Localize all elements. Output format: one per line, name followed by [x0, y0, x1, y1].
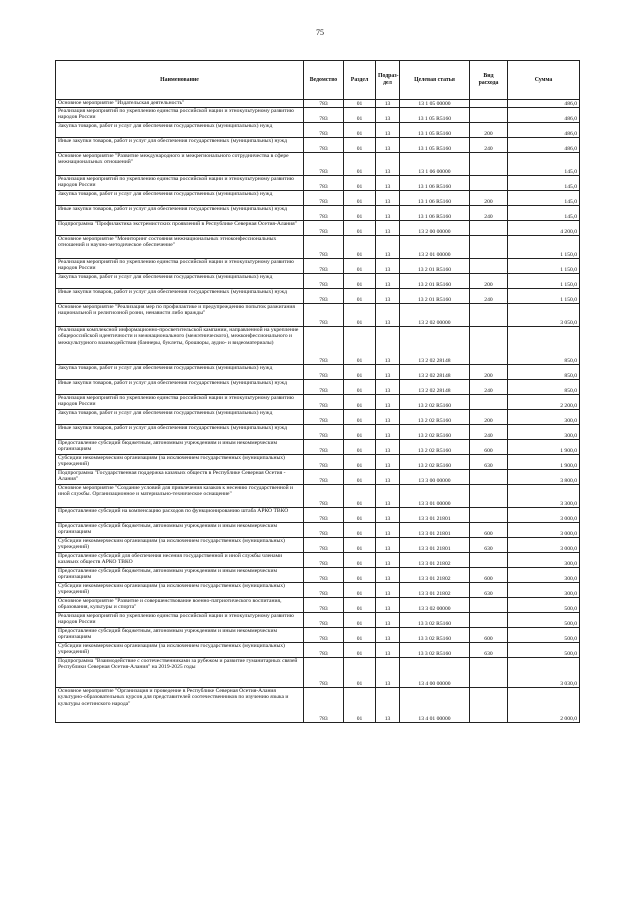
cell-department: 783: [304, 523, 344, 538]
cell-expense-type: 630: [470, 643, 508, 658]
cell-expense-type: 200: [470, 274, 508, 289]
cell-name: Субсидии некоммерческим организациям (за исключением государственных (муниципальных) учреждений): [56, 455, 304, 470]
table-row: [56, 274, 580, 289]
cell-section: 01: [344, 628, 376, 643]
table-row: [56, 259, 580, 274]
cell-subsection: 13: [376, 108, 400, 123]
cell-amount: 850,0: [508, 327, 580, 365]
header-name: Наименование: [56, 61, 304, 100]
cell-target: 13 2 02 00000: [400, 304, 470, 327]
cell-subsection: 13: [376, 470, 400, 485]
cell-subsection: 13: [376, 598, 400, 613]
cell-section: 01: [344, 583, 376, 598]
cell-department: 783: [304, 470, 344, 485]
cell-department: 783: [304, 508, 344, 523]
cell-subsection: 13: [376, 123, 400, 138]
cell-subsection: 13: [376, 523, 400, 538]
cell-section: 01: [344, 380, 376, 395]
cell-target: 13 2 01 R5160: [400, 274, 470, 289]
cell-expense-type: 200: [470, 410, 508, 425]
table-row: [56, 470, 580, 485]
cell-name: Основное мероприятие "Создание условий для привлечения казаков к несению государственной и иной службы. Организационное и материально-техническое оснащение": [56, 485, 304, 508]
cell-department: 783: [304, 613, 344, 628]
table-row: [56, 455, 580, 470]
table-row: [56, 523, 580, 538]
cell-amount: 500,0: [508, 628, 580, 643]
header-amount: Сумма: [508, 61, 580, 100]
cell-expense-type: 600: [470, 440, 508, 455]
cell-amount: 1 150,0: [508, 236, 580, 259]
cell-subsection: 13: [376, 191, 400, 206]
cell-name: Реализация мероприятий по укреплению единства российской нации и этнокультурному развитию народов России: [56, 395, 304, 410]
table-row: [56, 365, 580, 380]
cell-amount: 850,0: [508, 380, 580, 395]
table-row: [56, 613, 580, 628]
cell-amount: 300,0: [508, 553, 580, 568]
cell-target: 13 3 01 00000: [400, 485, 470, 508]
cell-department: 783: [304, 538, 344, 553]
cell-subsection: 13: [376, 274, 400, 289]
cell-name: Закупка товаров, работ и услуг для обеспечения государственных (муниципальных) нужд: [56, 123, 304, 138]
cell-amount: 1 150,0: [508, 289, 580, 304]
cell-target: 13 2 02 R5160: [400, 440, 470, 455]
cell-subsection: 13: [376, 410, 400, 425]
cell-amount: 1 900,0: [508, 440, 580, 455]
cell-name: Закупка товаров, работ и услуг для обеспечения государственных (муниципальных) нужд: [56, 274, 304, 289]
cell-subsection: 13: [376, 380, 400, 395]
table-row: [56, 425, 580, 440]
cell-amount: 3 000,0: [508, 538, 580, 553]
cell-department: 783: [304, 643, 344, 658]
cell-name: Реализация мероприятий по укреплению единства российской нации и этнокультурному развитию народов России: [56, 108, 304, 123]
cell-name: Предоставление субсидий бюджетным, автономным учреждениям и иным некоммерческим организациям: [56, 628, 304, 643]
cell-section: 01: [344, 100, 376, 108]
cell-target: 13 1 05 R5160: [400, 123, 470, 138]
table-row: [56, 598, 580, 613]
cell-section: 01: [344, 658, 376, 688]
cell-expense-type: 240: [470, 425, 508, 440]
cell-section: 01: [344, 643, 376, 658]
cell-section: 01: [344, 613, 376, 628]
cell-expense-type: [470, 108, 508, 123]
cell-subsection: 13: [376, 100, 400, 108]
cell-name: Основное мероприятие "Мониторинг состояния межнациональных этноконфессиональных отношений и научно-методическое обеспечение": [56, 236, 304, 259]
table-row: [56, 289, 580, 304]
cell-department: 783: [304, 583, 344, 598]
cell-target: 13 3 01 21802: [400, 553, 470, 568]
cell-target: 13 1 05 R5160: [400, 108, 470, 123]
cell-section: 01: [344, 538, 376, 553]
cell-subsection: 13: [376, 221, 400, 236]
cell-amount: 3 800,0: [508, 470, 580, 485]
table-row: [56, 191, 580, 206]
cell-subsection: 13: [376, 304, 400, 327]
cell-target: 13 2 02 28148: [400, 365, 470, 380]
cell-expense-type: [470, 658, 508, 688]
page-number: 75: [316, 28, 324, 37]
header-subsection: Подраз- дел: [376, 61, 400, 100]
cell-target: 13 1 05 R5160: [400, 138, 470, 153]
cell-department: 783: [304, 455, 344, 470]
cell-section: 01: [344, 327, 376, 365]
cell-amount: 145,0: [508, 176, 580, 191]
cell-section: 01: [344, 523, 376, 538]
cell-amount: 300,0: [508, 568, 580, 583]
cell-subsection: 13: [376, 553, 400, 568]
cell-name: Иные закупки товаров, работ и услуг для обеспечения государственных (муниципальных) нужд: [56, 425, 304, 440]
cell-amount: 145,0: [508, 153, 580, 176]
table-row: [56, 138, 580, 153]
cell-section: 01: [344, 153, 376, 176]
cell-section: 01: [344, 138, 376, 153]
cell-amount: 1 900,0: [508, 455, 580, 470]
cell-amount: 145,0: [508, 206, 580, 221]
table-row: [56, 221, 580, 236]
cell-section: 01: [344, 236, 376, 259]
table-row: [56, 123, 580, 138]
table-row: [56, 304, 580, 327]
cell-subsection: 13: [376, 395, 400, 410]
cell-amount: 500,0: [508, 598, 580, 613]
cell-department: 783: [304, 259, 344, 274]
cell-department: 783: [304, 153, 344, 176]
cell-expense-type: [470, 613, 508, 628]
cell-amount: 145,0: [508, 191, 580, 206]
cell-subsection: 13: [376, 176, 400, 191]
cell-department: 783: [304, 365, 344, 380]
table-row: [56, 440, 580, 455]
cell-department: 783: [304, 425, 344, 440]
cell-department: 783: [304, 395, 344, 410]
header-target: Целевая статья: [400, 61, 470, 100]
cell-section: 01: [344, 470, 376, 485]
header-expense-type: Вид расхода: [470, 61, 508, 100]
cell-department: 783: [304, 658, 344, 688]
table-row: [56, 108, 580, 123]
cell-section: 01: [344, 191, 376, 206]
cell-department: 783: [304, 206, 344, 221]
cell-expense-type: [470, 259, 508, 274]
cell-amount: 3 300,0: [508, 485, 580, 508]
cell-name: Закупка товаров, работ и услуг для обеспечения государственных (муниципальных) нужд: [56, 410, 304, 425]
table-row: [56, 538, 580, 553]
cell-subsection: 13: [376, 658, 400, 688]
cell-name: Основное мероприятие "Организация и проведение в Республике Северная Осетия-Алания культурно-образовательных курсов для представителей соотечественников по изучению языка и культуры осетинского народа": [56, 688, 304, 723]
table-row: [56, 658, 580, 688]
cell-section: 01: [344, 598, 376, 613]
cell-expense-type: 240: [470, 289, 508, 304]
cell-target: 13 2 01 R5160: [400, 259, 470, 274]
cell-target: 13 1 06 R5160: [400, 176, 470, 191]
cell-subsection: 13: [376, 508, 400, 523]
cell-expense-type: [470, 598, 508, 613]
cell-department: 783: [304, 553, 344, 568]
cell-name: Иные закупки товаров, работ и услуг для обеспечения государственных (муниципальных) нужд: [56, 138, 304, 153]
cell-subsection: 13: [376, 153, 400, 176]
table-row: [56, 688, 580, 723]
cell-section: 01: [344, 123, 376, 138]
cell-name: Иные закупки товаров, работ и услуг для обеспечения государственных (муниципальных) нужд: [56, 380, 304, 395]
table-row: [56, 410, 580, 425]
table-row: [56, 485, 580, 508]
cell-target: 13 3 02 R5160: [400, 613, 470, 628]
cell-section: 01: [344, 176, 376, 191]
cell-name: Предоставление субсидий бюджетным, автономным учреждениям и иным некоммерческим организациям: [56, 523, 304, 538]
cell-name: Реализация мероприятий по укреплению единства российской нации и этнокультурному развитию народов России: [56, 259, 304, 274]
cell-target: 13 3 01 21802: [400, 568, 470, 583]
cell-name: Закупка товаров, работ и услуг для обеспечения государственных (муниципальных) нужд: [56, 191, 304, 206]
cell-expense-type: 240: [470, 138, 508, 153]
cell-amount: 2 200,0: [508, 395, 580, 410]
cell-subsection: 13: [376, 485, 400, 508]
cell-expense-type: [470, 221, 508, 236]
table-header-row: [56, 61, 580, 100]
cell-expense-type: [470, 100, 508, 108]
cell-department: 783: [304, 628, 344, 643]
cell-amount: 3 000,0: [508, 508, 580, 523]
cell-section: 01: [344, 553, 376, 568]
cell-amount: 1 150,0: [508, 274, 580, 289]
cell-name: Субсидии некоммерческим организациям (за исключением государственных (муниципальных) учреждений): [56, 538, 304, 553]
cell-subsection: 13: [376, 365, 400, 380]
table-row: [56, 236, 580, 259]
cell-section: 01: [344, 221, 376, 236]
cell-department: 783: [304, 108, 344, 123]
cell-expense-type: [470, 688, 508, 723]
cell-amount: 486,0: [508, 138, 580, 153]
cell-section: 01: [344, 485, 376, 508]
header-department: Ведомство: [304, 61, 344, 100]
cell-name: Основное мероприятие "Издательская деятельность": [56, 100, 304, 108]
cell-name: Основное мероприятие "Реализация мер по профилактике и предупреждению попыток разжигания национальной и религиозной розни, ненависти либо вражды": [56, 304, 304, 327]
cell-target: 13 2 02 R5160: [400, 425, 470, 440]
cell-amount: 3 050,0: [508, 304, 580, 327]
table-row: [56, 380, 580, 395]
cell-name: Иные закупки товаров, работ и услуг для обеспечения государственных (муниципальных) нужд: [56, 206, 304, 221]
cell-section: 01: [344, 365, 376, 380]
cell-amount: 300,0: [508, 410, 580, 425]
cell-amount: 500,0: [508, 613, 580, 628]
cell-department: 783: [304, 100, 344, 108]
cell-department: 783: [304, 138, 344, 153]
cell-target: 13 2 02 28148: [400, 327, 470, 365]
cell-name: Субсидии некоммерческим организациям (за исключением государственных (муниципальных) учреждений): [56, 583, 304, 598]
cell-subsection: 13: [376, 236, 400, 259]
table-row: [56, 153, 580, 176]
cell-target: 13 3 01 21801: [400, 508, 470, 523]
cell-section: 01: [344, 206, 376, 221]
cell-target: 13 3 02 00000: [400, 598, 470, 613]
cell-expense-type: 240: [470, 206, 508, 221]
cell-amount: 500,0: [508, 643, 580, 658]
cell-expense-type: 630: [470, 455, 508, 470]
cell-amount: 2 000,0: [508, 688, 580, 723]
cell-name: Реализация комплексной информационно-просветительской кампании, направленной на укрепление общероссийской идентичности и межнационального (межэтнического), межконфессионального и межкультурного взаимодействия (баннеры, буклеты, брошюры, аудио- и видеоматериалы): [56, 327, 304, 365]
cell-section: 01: [344, 425, 376, 440]
cell-target: 13 3 01 21801: [400, 523, 470, 538]
cell-name: Предоставление субсидий на компенсацию расходов по функционированию штаба АРКО ТВКО: [56, 508, 304, 523]
cell-amount: 3 000,0: [508, 523, 580, 538]
table-row: [56, 100, 580, 108]
cell-department: 783: [304, 176, 344, 191]
table-row: [56, 643, 580, 658]
cell-subsection: 13: [376, 259, 400, 274]
table-row: [56, 206, 580, 221]
cell-department: 783: [304, 191, 344, 206]
cell-expense-type: [470, 395, 508, 410]
cell-subsection: 13: [376, 455, 400, 470]
cell-amount: 4 200,0: [508, 221, 580, 236]
cell-department: 783: [304, 327, 344, 365]
cell-section: 01: [344, 440, 376, 455]
cell-subsection: 13: [376, 583, 400, 598]
cell-department: 783: [304, 236, 344, 259]
cell-expense-type: 630: [470, 538, 508, 553]
cell-name: Реализация мероприятий по укреплению единства российской нации и этнокультурному развитию народов России: [56, 613, 304, 628]
cell-expense-type: [470, 485, 508, 508]
cell-department: 783: [304, 410, 344, 425]
cell-section: 01: [344, 108, 376, 123]
budget-table: [55, 60, 580, 723]
cell-amount: 3 030,0: [508, 658, 580, 688]
cell-section: 01: [344, 455, 376, 470]
cell-expense-type: 630: [470, 583, 508, 598]
cell-target: 13 3 01 21801: [400, 538, 470, 553]
cell-expense-type: 200: [470, 123, 508, 138]
cell-section: 01: [344, 259, 376, 274]
cell-target: 13 2 01 00000: [400, 236, 470, 259]
cell-expense-type: [470, 508, 508, 523]
table-row: [56, 553, 580, 568]
cell-department: 783: [304, 598, 344, 613]
cell-amount: 486,0: [508, 108, 580, 123]
cell-department: 783: [304, 123, 344, 138]
cell-section: 01: [344, 410, 376, 425]
cell-amount: 300,0: [508, 583, 580, 598]
header-section: Раздел: [344, 61, 376, 100]
cell-subsection: 13: [376, 538, 400, 553]
table-row: [56, 508, 580, 523]
cell-department: 783: [304, 568, 344, 583]
cell-name: Подпрограмма "Государственная поддержка казачьих обществ в Республике Северная Осетия - Алания": [56, 470, 304, 485]
cell-name: Подпрограмма "Взаимодействие с соотечественниками за рубежом и развитие гуманитарных связей Республики Северная Осетия-Алания" на 2019-2025 годы: [56, 658, 304, 688]
cell-expense-type: [470, 327, 508, 365]
cell-department: 783: [304, 289, 344, 304]
cell-amount: 486,0: [508, 123, 580, 138]
cell-section: 01: [344, 304, 376, 327]
cell-target: 13 3 00 00000: [400, 470, 470, 485]
cell-expense-type: 600: [470, 568, 508, 583]
cell-name: Иные закупки товаров, работ и услуг для обеспечения государственных (муниципальных) нужд: [56, 289, 304, 304]
table-row: [56, 568, 580, 583]
cell-subsection: 13: [376, 628, 400, 643]
table-row: [56, 176, 580, 191]
cell-target: 13 1 06 00000: [400, 153, 470, 176]
cell-name: Предоставление субсидий для обеспечения несения государственной и иной службы членами казачьих обществ АРКО ТВКО: [56, 553, 304, 568]
cell-expense-type: 200: [470, 191, 508, 206]
cell-target: 13 2 02 R5160: [400, 410, 470, 425]
cell-name: Основное мероприятие "Развитие и совершенствование военно-патриотического воспитания, образования, культуры и спорта": [56, 598, 304, 613]
table-row: [56, 327, 580, 365]
cell-subsection: 13: [376, 206, 400, 221]
cell-amount: 1 150,0: [508, 259, 580, 274]
cell-section: 01: [344, 395, 376, 410]
cell-expense-type: [470, 470, 508, 485]
cell-target: 13 2 02 R5160: [400, 455, 470, 470]
cell-target: 13 3 02 R5160: [400, 643, 470, 658]
cell-amount: 486,0: [508, 100, 580, 108]
cell-department: 783: [304, 440, 344, 455]
cell-subsection: 13: [376, 289, 400, 304]
cell-expense-type: 600: [470, 628, 508, 643]
cell-target: 13 4 00 00000: [400, 658, 470, 688]
table-row: [56, 583, 580, 598]
cell-subsection: 13: [376, 138, 400, 153]
cell-target: 13 2 02 28148: [400, 380, 470, 395]
table-body: [56, 100, 580, 723]
cell-section: 01: [344, 274, 376, 289]
cell-target: 13 1 05 00000: [400, 100, 470, 108]
cell-expense-type: [470, 153, 508, 176]
cell-name: Подпрограмма "Профилактика экстремистских проявлений в Республике Северная Осетия-Алания": [56, 221, 304, 236]
cell-target: 13 2 00 00000: [400, 221, 470, 236]
cell-expense-type: 200: [470, 365, 508, 380]
cell-expense-type: 240: [470, 380, 508, 395]
cell-department: 783: [304, 304, 344, 327]
cell-target: 13 4 01 00000: [400, 688, 470, 723]
cell-name: Субсидии некоммерческим организациям (за исключением государственных (муниципальных) учреждений): [56, 643, 304, 658]
cell-section: 01: [344, 289, 376, 304]
cell-target: 13 2 02 R5160: [400, 395, 470, 410]
cell-name: Предоставление субсидий бюджетным, автономным учреждениям и иным некоммерческим организациям: [56, 568, 304, 583]
cell-department: 783: [304, 221, 344, 236]
cell-section: 01: [344, 508, 376, 523]
cell-name: Реализация мероприятий по укреплению единства российской нации и этнокультурному развитию народов России: [56, 176, 304, 191]
cell-expense-type: 600: [470, 523, 508, 538]
cell-department: 783: [304, 274, 344, 289]
cell-subsection: 13: [376, 643, 400, 658]
cell-department: 783: [304, 485, 344, 508]
cell-subsection: 13: [376, 568, 400, 583]
cell-expense-type: [470, 236, 508, 259]
cell-target: 13 3 01 21802: [400, 583, 470, 598]
cell-section: 01: [344, 568, 376, 583]
cell-name: Предоставление субсидий бюджетным, автономным учреждениям и иным некоммерческим организациям: [56, 440, 304, 455]
cell-subsection: 13: [376, 425, 400, 440]
cell-target: 13 3 02 R5160: [400, 628, 470, 643]
cell-amount: 300,0: [508, 425, 580, 440]
cell-department: 783: [304, 688, 344, 723]
cell-subsection: 13: [376, 688, 400, 723]
cell-subsection: 13: [376, 613, 400, 628]
cell-expense-type: [470, 304, 508, 327]
cell-target: 13 1 06 R5160: [400, 191, 470, 206]
table-row: [56, 395, 580, 410]
table-row: [56, 628, 580, 643]
cell-expense-type: [470, 553, 508, 568]
cell-target: 13 1 06 R5160: [400, 206, 470, 221]
cell-subsection: 13: [376, 440, 400, 455]
cell-expense-type: [470, 176, 508, 191]
cell-name: Закупка товаров, работ и услуг для обеспечения государственных (муниципальных) нужд: [56, 365, 304, 380]
cell-department: 783: [304, 380, 344, 395]
cell-amount: 850,0: [508, 365, 580, 380]
cell-target: 13 2 01 R5160: [400, 289, 470, 304]
cell-section: 01: [344, 688, 376, 723]
cell-subsection: 13: [376, 327, 400, 365]
cell-name: Основное мероприятие "Развитие международного и межрегионального сотрудничества в сфере межнациональных отношений": [56, 153, 304, 176]
